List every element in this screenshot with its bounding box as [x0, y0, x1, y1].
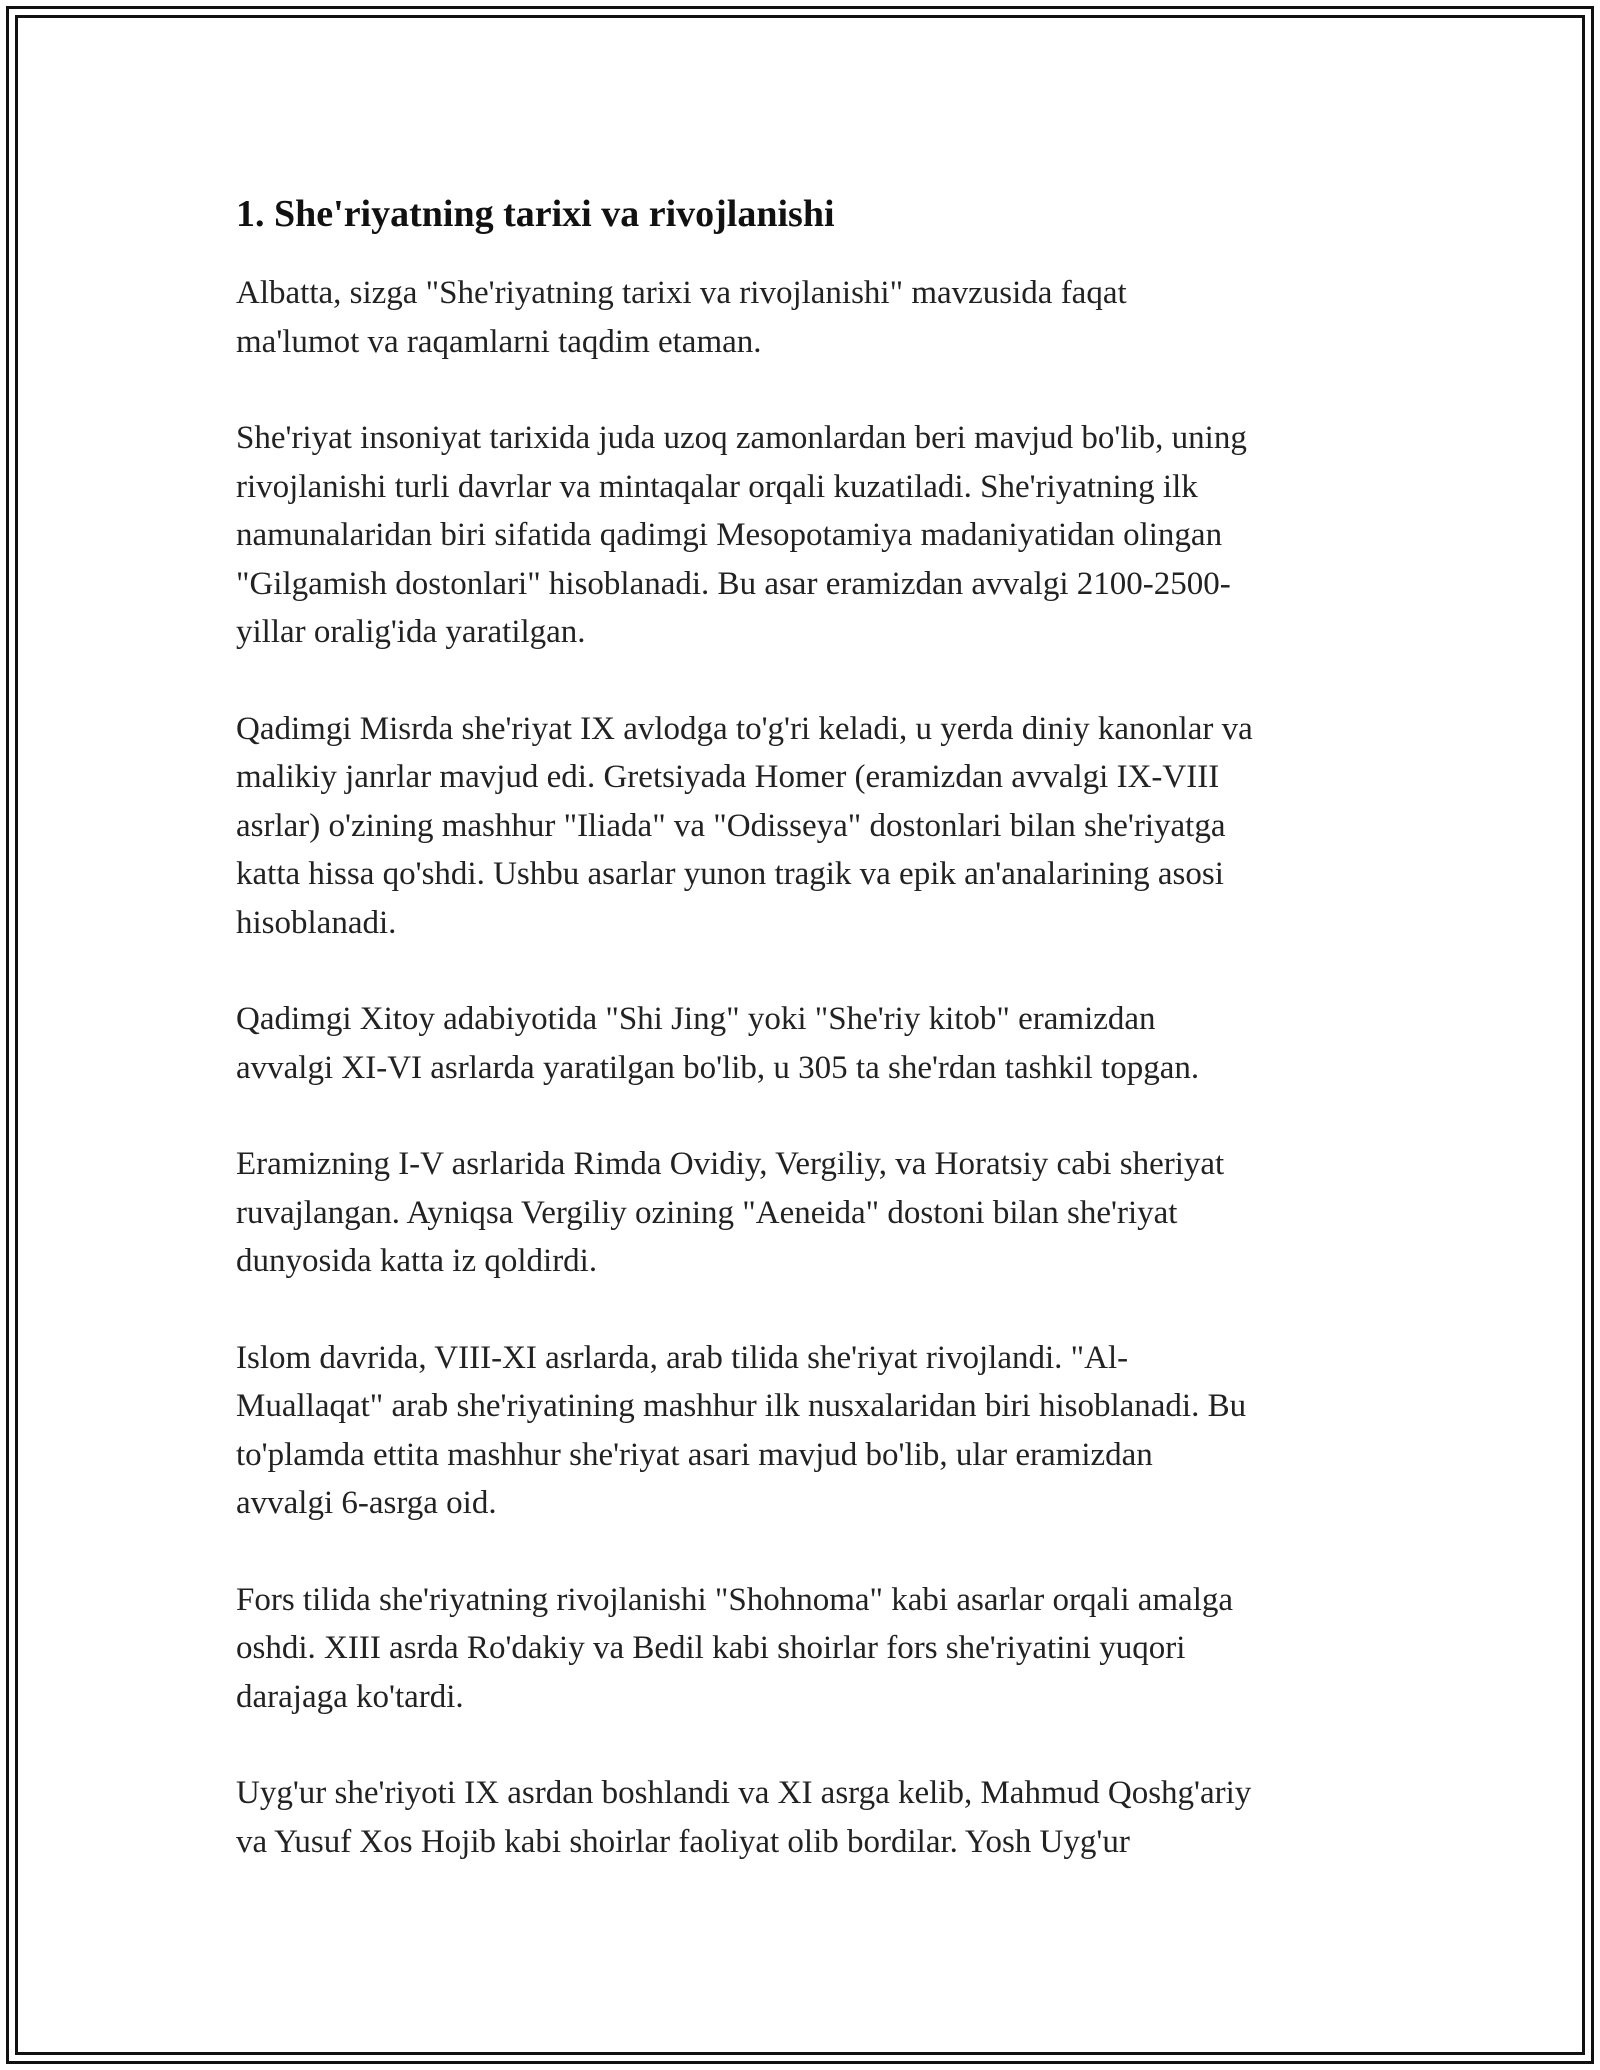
paragraph-line: avvalgi 6-asrga oid.: [236, 1485, 497, 1521]
paragraph-line: Islom davrida, VIII-XI asrlarda, arab tilida she'riyat rivojlandi. "Al-: [236, 1339, 1129, 1376]
paragraph-line: Qadimgi Misrda she'riyat IX avlodga to'g'ri keladi, u yerda diniy kanonlar va: [236, 710, 1253, 747]
section-heading: 1. She'riyatning tarixi va rivojlanishi: [236, 193, 835, 235]
paragraph-line: asrlar) o'zining mashhur "Iliada" va "Odisseya" dostonlari bilan she'riyatga: [236, 807, 1226, 844]
paragraph-line: va Yusuf Xos Hojib kabi shoirlar faoliyat olib bordilar. Yosh Uyg'ur: [236, 1823, 1130, 1860]
paragraph-intro: [236, 269, 1376, 366]
paragraph-line: ruvajlangan. Ayniqsa Vergiliy ozining "Aeneida" dostoni bilan she'riyat: [236, 1194, 1178, 1231]
paragraph-line: dunyosida katta iz qoldirdi.: [236, 1243, 598, 1279]
paragraph-line: malikiy janrlar mavjud edi. Gretsiyada Homer (eramizdan avvalgi IX-VIII: [236, 759, 1220, 795]
paragraph-line: She'riyat insoniyat tarixida juda uzoq zamonlardan beri mavjud bo'lib, uning: [236, 420, 1247, 456]
paragraph-rome: [236, 1140, 1376, 1286]
paragraph-line: Fors tilida she'riyatning rivojlanishi "Shohnoma" kabi asarlar orqali amalga: [236, 1581, 1234, 1618]
paragraph-islamic-period: [236, 1334, 1376, 1528]
paragraph-line: Eramizning I-V asrlarida Rimda Ovidiy, Vergiliy, va Horatsiy cabi sheriyat: [236, 1146, 1225, 1182]
paragraph-line: hisoblanadi.: [236, 904, 397, 941]
paragraph-line: to'plamda ettita mashhur she'riyat asari mavjud bo'lib, ular eramizdan: [236, 1436, 1153, 1473]
paragraph-line: avvalgi XI-VI asrlarda yaratilgan bo'lib, u 305 ta she'rdan tashkil topgan.: [236, 1049, 1200, 1086]
document-content: [236, 186, 1376, 1914]
paragraph-line: Albatta, sizga "She'riyatning tarixi va rivojlanishi" mavzusida faqat: [236, 275, 1127, 311]
paragraph-uyghur: [236, 1769, 1376, 1866]
paragraph-line: Qadimgi Xitoy adabiyotida "Shi Jing" yoki "She'riy kitob" eramizdan: [236, 1001, 1156, 1037]
paragraph-line: rivojlanishi turli davrlar va mintaqalar orqali kuzatiladi. She'riyatning ilk: [236, 468, 1198, 505]
paragraph-line: Muallaqat" arab she'riyatining mashhur ilk nusxalaridan biri hisoblanadi. Bu: [236, 1388, 1247, 1424]
paragraph-line: ma'lumot va raqamlarni taqdim etaman.: [236, 323, 762, 360]
paragraph-egypt-greece: [236, 705, 1376, 948]
paragraph-line: namunalaridan biri sifatida qadimgi Mesopotamiya madaniyatidan olingan: [236, 517, 1223, 553]
paragraph-line: darajaga ko'tardi.: [236, 1678, 464, 1715]
paragraph-line: "Gilgamish dostonlari" hisoblanadi. Bu asar eramizdan avvalgi 2100-2500-: [236, 565, 1231, 602]
paragraph-china: [236, 995, 1376, 1092]
paragraph-mesopotamia: [236, 414, 1376, 657]
paragraph-persian: [236, 1576, 1376, 1722]
paragraph-line: yillar oralig'ida yaratilgan.: [236, 614, 586, 650]
paragraph-line: oshdi. XIII asrda Ro'dakiy va Bedil kabi shoirlar fors she'riyatini yuqori: [236, 1630, 1186, 1666]
paragraph-line: katta hissa qo'shdi. Ushbu asarlar yunon tragik va epik an'analarining asosi: [236, 856, 1224, 892]
paragraph-line: Uyg'ur she'riyoti IX asrdan boshlandi va XI asrga kelib, Mahmud Qoshg'ariy: [236, 1775, 1252, 1811]
